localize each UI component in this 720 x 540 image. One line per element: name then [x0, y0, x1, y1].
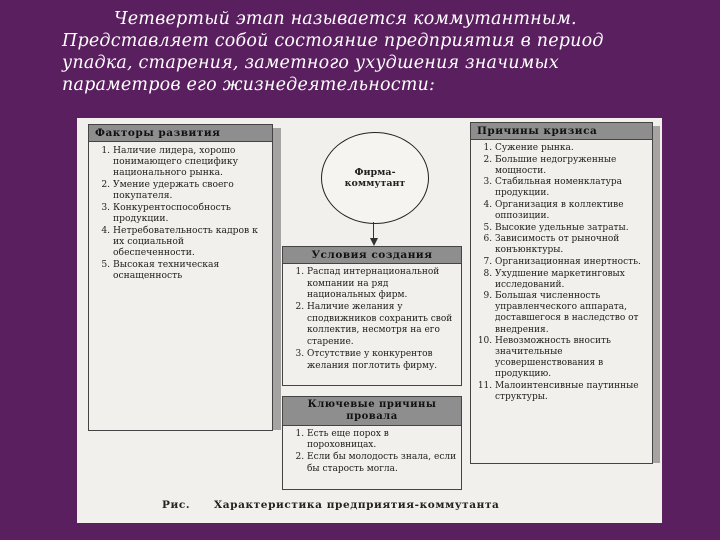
- key-failure-reasons-box: [282, 396, 462, 490]
- list-item: 1. Есть еще порох в пороховницах.: [307, 429, 457, 452]
- development-factors-list: [89, 145, 272, 281]
- list-item: 3. Конкурентоспособность продукции.: [113, 202, 268, 224]
- list-item: 1. Наличие лидера, хорошо понимающего специфику национального рынка.: [113, 145, 268, 179]
- crisis-causes-title: Причины кризиса: [471, 123, 652, 140]
- list-item: 1. Распад интернациональной компании на ряд национальных фирм.: [307, 267, 457, 302]
- heading-line-2: Представляет собой состояние предприятия в период: [62, 31, 604, 51]
- list-item: 4. Организация в коллективе оппозиции.: [495, 200, 648, 222]
- list-item: 2. Наличие желания у сподвижников сохранить свой коллектив, несмотря на его старение.: [307, 302, 457, 348]
- list-item: 4. Нетребовательность кадров к их социальной обеспеченности.: [113, 225, 268, 259]
- list-item: 5. Высокие удельные затраты.: [495, 223, 648, 234]
- firm-commutant-circle: [321, 132, 429, 224]
- list-item: 1. Сужение рынка.: [495, 143, 648, 154]
- development-factors-title: Факторы развития: [89, 125, 272, 142]
- list-item: 6. Зависимость от рыночной конъюнктуры.: [495, 234, 648, 256]
- development-factors-box: [88, 124, 273, 431]
- list-item: 5. Высокая техническая оснащенность: [113, 259, 268, 281]
- figure-caption: [162, 499, 632, 511]
- list-item: 2. Если бы молодость знала, если бы старость могла.: [307, 452, 457, 475]
- heading-line-1: Четвертый этап называется коммутантным.: [114, 9, 577, 29]
- key-failure-reasons-title: Ключевые причины провала: [283, 397, 461, 426]
- list-item: 3. Отсутствие у конкурентов желания поглотить фирму.: [307, 349, 457, 372]
- list-item: 2. Умение удержать своего покупателя.: [113, 179, 268, 201]
- list-item: 9. Большая численность управленческого аппарата, доставшегося в наследство от внедрения.: [495, 291, 648, 335]
- circle-label-line-1: Фирма-: [354, 167, 396, 178]
- key-failure-reasons-list: [283, 429, 461, 475]
- creation-conditions-list: [283, 267, 461, 372]
- list-item: 2. Большие недогруженные мощности.: [495, 155, 648, 177]
- list-item: 8. Ухудшение маркетинговых исследований.: [495, 269, 648, 291]
- caption-label: Рис.: [162, 499, 191, 511]
- creation-conditions-title: Условия создания: [283, 247, 461, 264]
- crisis-causes-list: [471, 143, 652, 403]
- creation-conditions-box: [282, 246, 462, 386]
- list-item: 7. Организационная инертность.: [495, 257, 648, 268]
- circle-label-line-2: коммутант: [344, 178, 406, 189]
- crisis-causes-box: [470, 122, 653, 464]
- heading-line-3: упадка, старения, заметного ухудшения значимых: [62, 53, 559, 73]
- arrow-down-icon: [370, 238, 378, 246]
- slide-heading: [62, 8, 702, 96]
- list-item: 10. Невозможность вносить значительные усовершенствования в продукцию.: [495, 336, 648, 380]
- list-item: 11. Малоинтенсивные паутинные структуры.: [495, 381, 648, 403]
- heading-line-4: параметров его жизнедеятельности:: [62, 75, 436, 95]
- scanned-figure: [77, 118, 662, 523]
- list-item: 3. Стабильная номенклатура продукции.: [495, 177, 648, 199]
- caption-text: Характеристика предприятия-коммутанта: [214, 499, 500, 511]
